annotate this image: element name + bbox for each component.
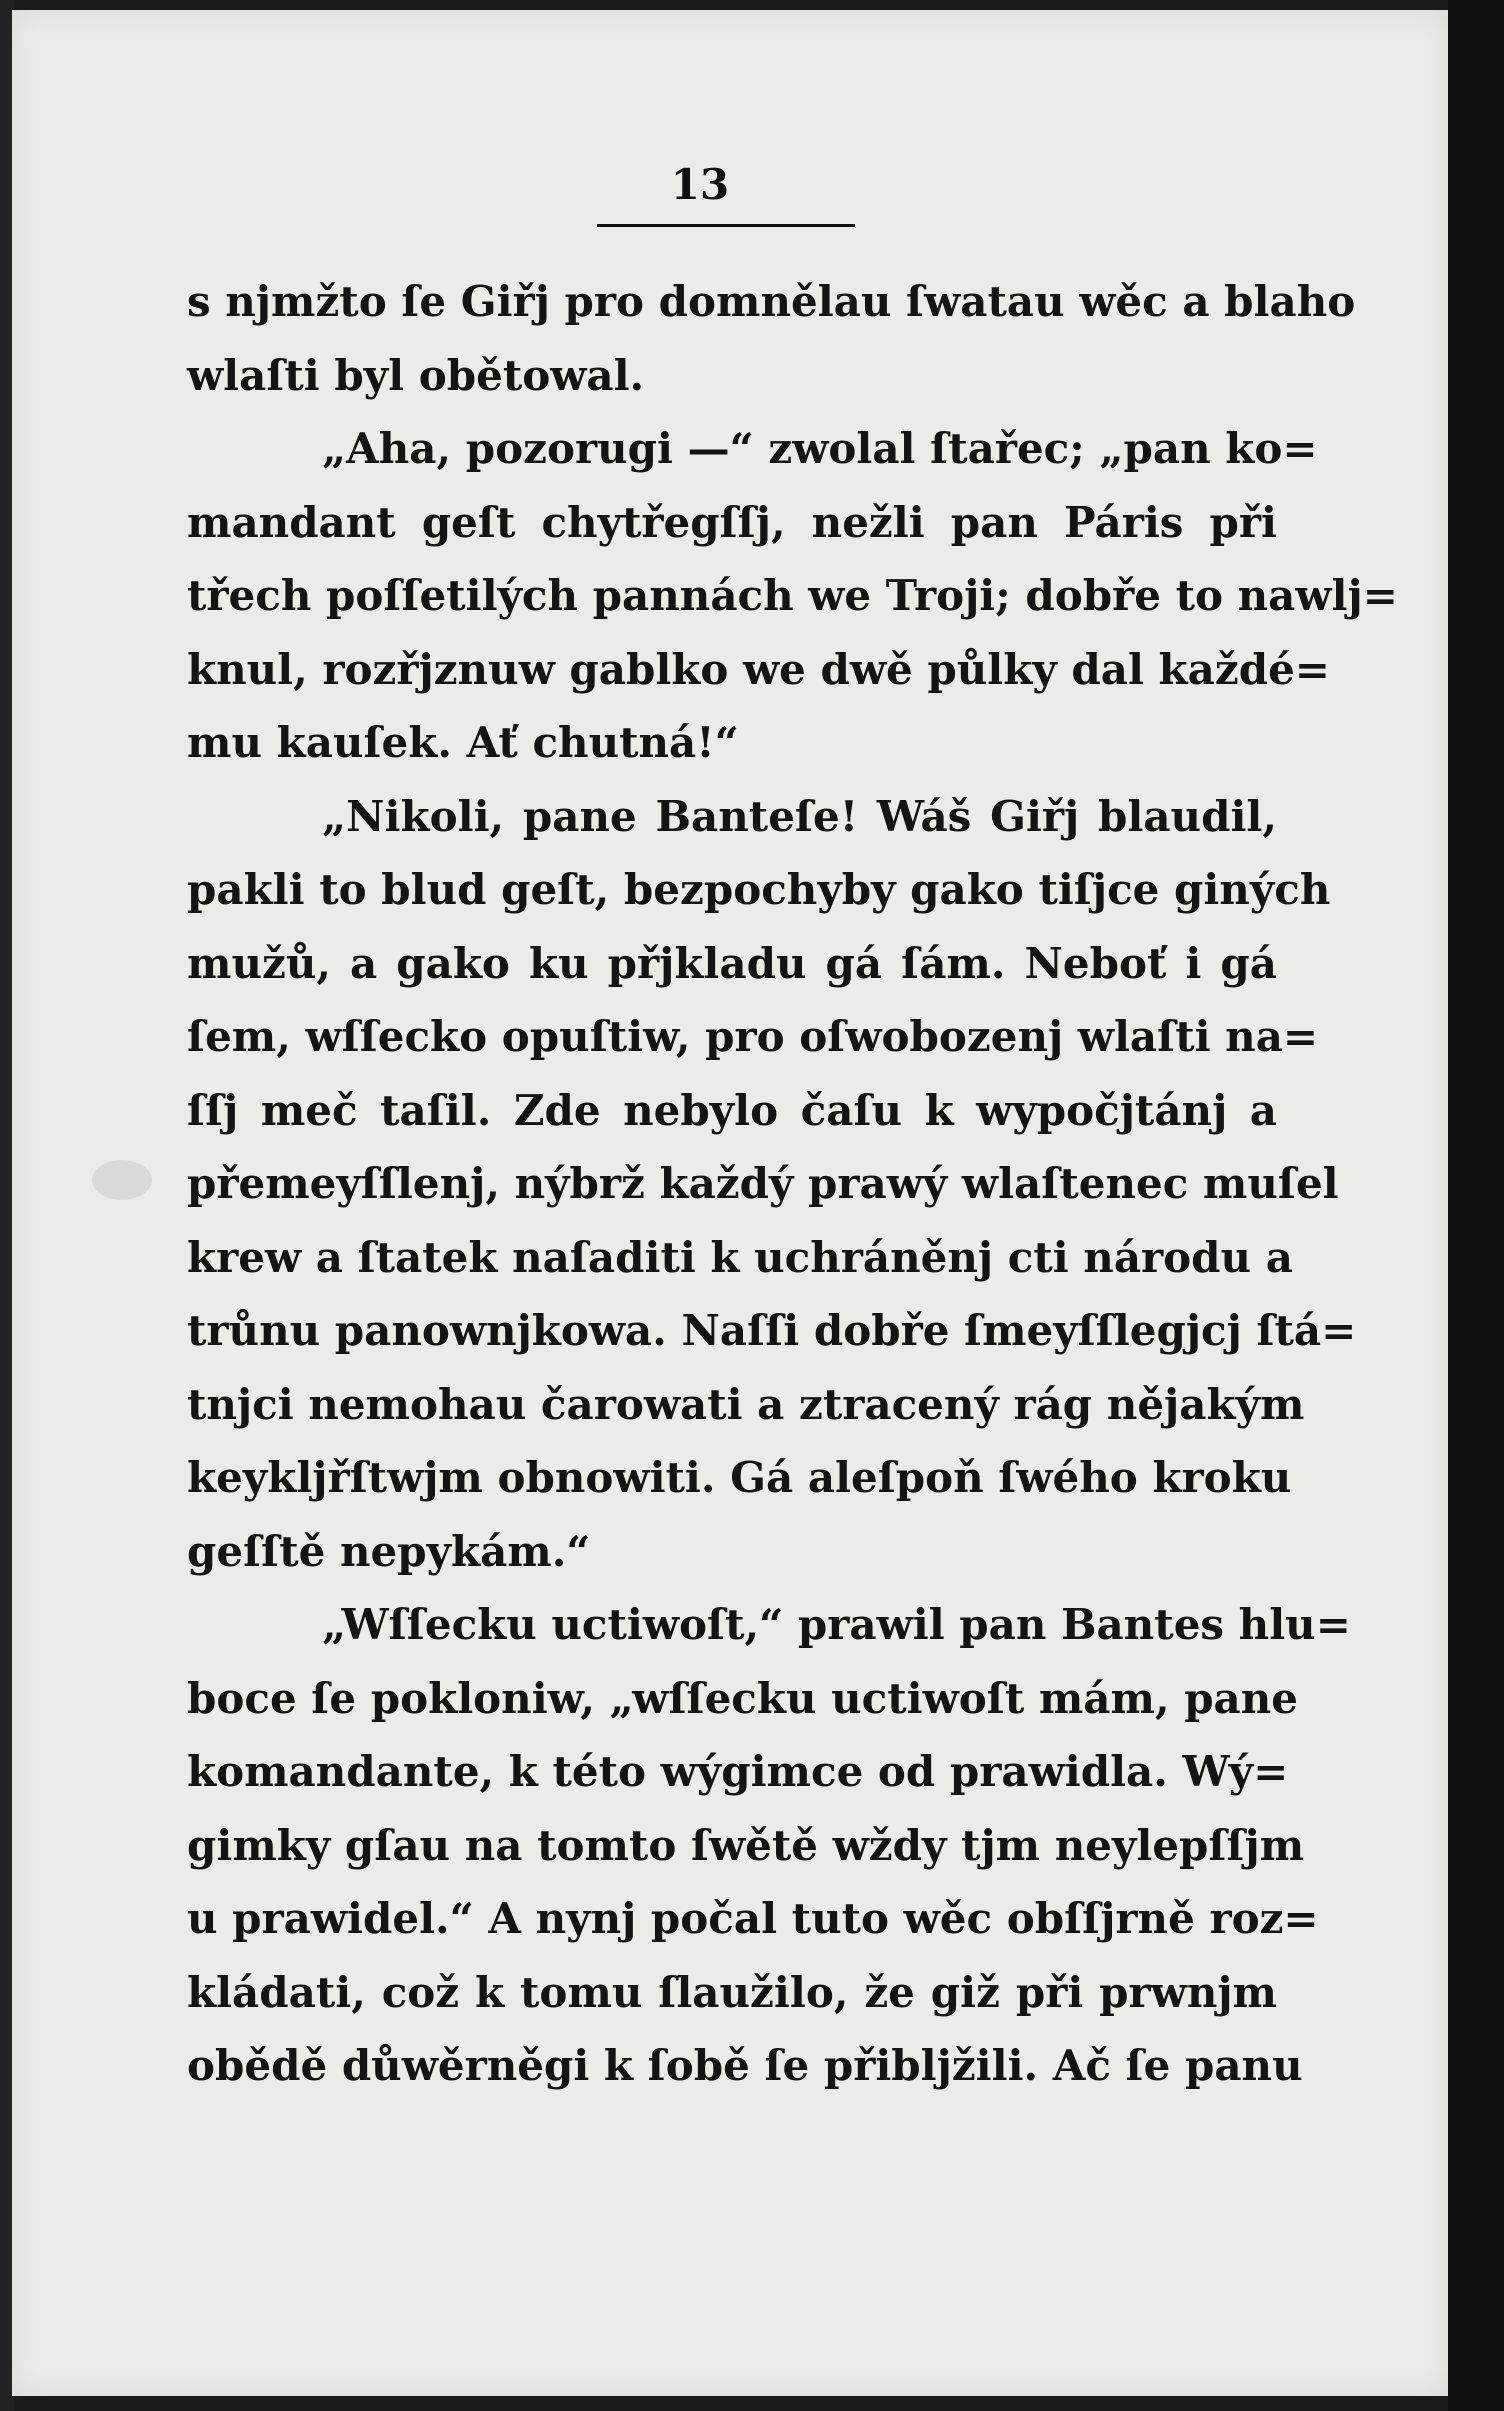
text-line: geſſtě nepykám.“ (187, 1526, 591, 1576)
text-line: krew a ſtatek naſaditi k uchráněnj cti národu a (187, 1232, 1293, 1282)
text-line: „Wſſecku uctiwoſt,“ prawil pan Bantes hlu= (322, 1600, 1351, 1649)
text-line: kládati, což k tomu ſlaužilo, že giž při prwnjm (187, 1967, 1277, 2017)
text-line: trůnu panownjkowa. Naſſi dobře ſmeyſſlegjcj ſtá= (187, 1306, 1357, 1355)
text-line: ſſj meč taſil. Zde nebylo čaſu k wypočjtánj a (187, 1085, 1277, 1135)
page-number: 13 (670, 160, 730, 209)
text-line: obědě důwěrněgi k ſobě ſe přibljžili. Ač ſe panu (187, 2041, 1303, 2090)
text-line: komandante, k této wýgimce od prawidla. Wý= (187, 1747, 1289, 1796)
text-line: keyklјřſtwjm obnowiti. Gá aleſpoň ſwého kroku (187, 1453, 1292, 1502)
text-line: „Aha, pozorugi —“ zwolal ſtařec; „pan ko= (322, 424, 1318, 473)
text-line: třech poſſetilých pannách we Troji; dobře to nawlj= (187, 571, 1398, 620)
text-line: boce ſe pokloniw, „wſſecku uctiwoſt mám, pane (187, 1673, 1299, 1723)
text-line: mužů, a gako ku přjkladu gá ſám. Neboť i gá (187, 938, 1277, 988)
text-line: s njmžto ſe Giřj pro domnělau ſwatau wěc a blaho (187, 277, 1356, 326)
text-line: mandant geſt chytřegſſj, nežli pan Páris při (187, 497, 1277, 547)
page-smudge (92, 1160, 152, 1200)
book-page (12, 10, 1448, 2396)
header-rule (597, 224, 855, 227)
text-line: u prawidel.“ A nynj počal tuto wěc obſſjrně roz= (187, 1894, 1319, 1943)
text-line: ſem, wſſecko opuſtiw, pro oſwobozenj wlaſti na= (187, 1012, 1319, 1061)
text-line: přemeyſſlenj, nýbrž každý prawý wlaſtenec muſel (187, 1159, 1339, 1208)
text-line: wlaſti byl obětowal. (187, 350, 645, 400)
text-line: knul, rozřjznuw gablko we dwě půlky dal každé= (187, 644, 1330, 694)
text-line: pakli to blud geſt, bezpochyby gako tiſjce giných (187, 865, 1331, 914)
text-line: gimky gſau na tomto ſwětě wždy tjm neylepſſjm (187, 1820, 1305, 1870)
scan-right-edge (1448, 0, 1504, 2411)
text-line: „Nikoli, pane Banteſe! Wáš Giřj blaudil, (322, 791, 1277, 841)
text-line: mu kauſek. Ať chutná!“ (187, 718, 739, 767)
text-line: tnjci nemohau čarowati a ztracený rág nějakým (187, 1379, 1305, 1429)
body-text (187, 265, 1398, 2103)
